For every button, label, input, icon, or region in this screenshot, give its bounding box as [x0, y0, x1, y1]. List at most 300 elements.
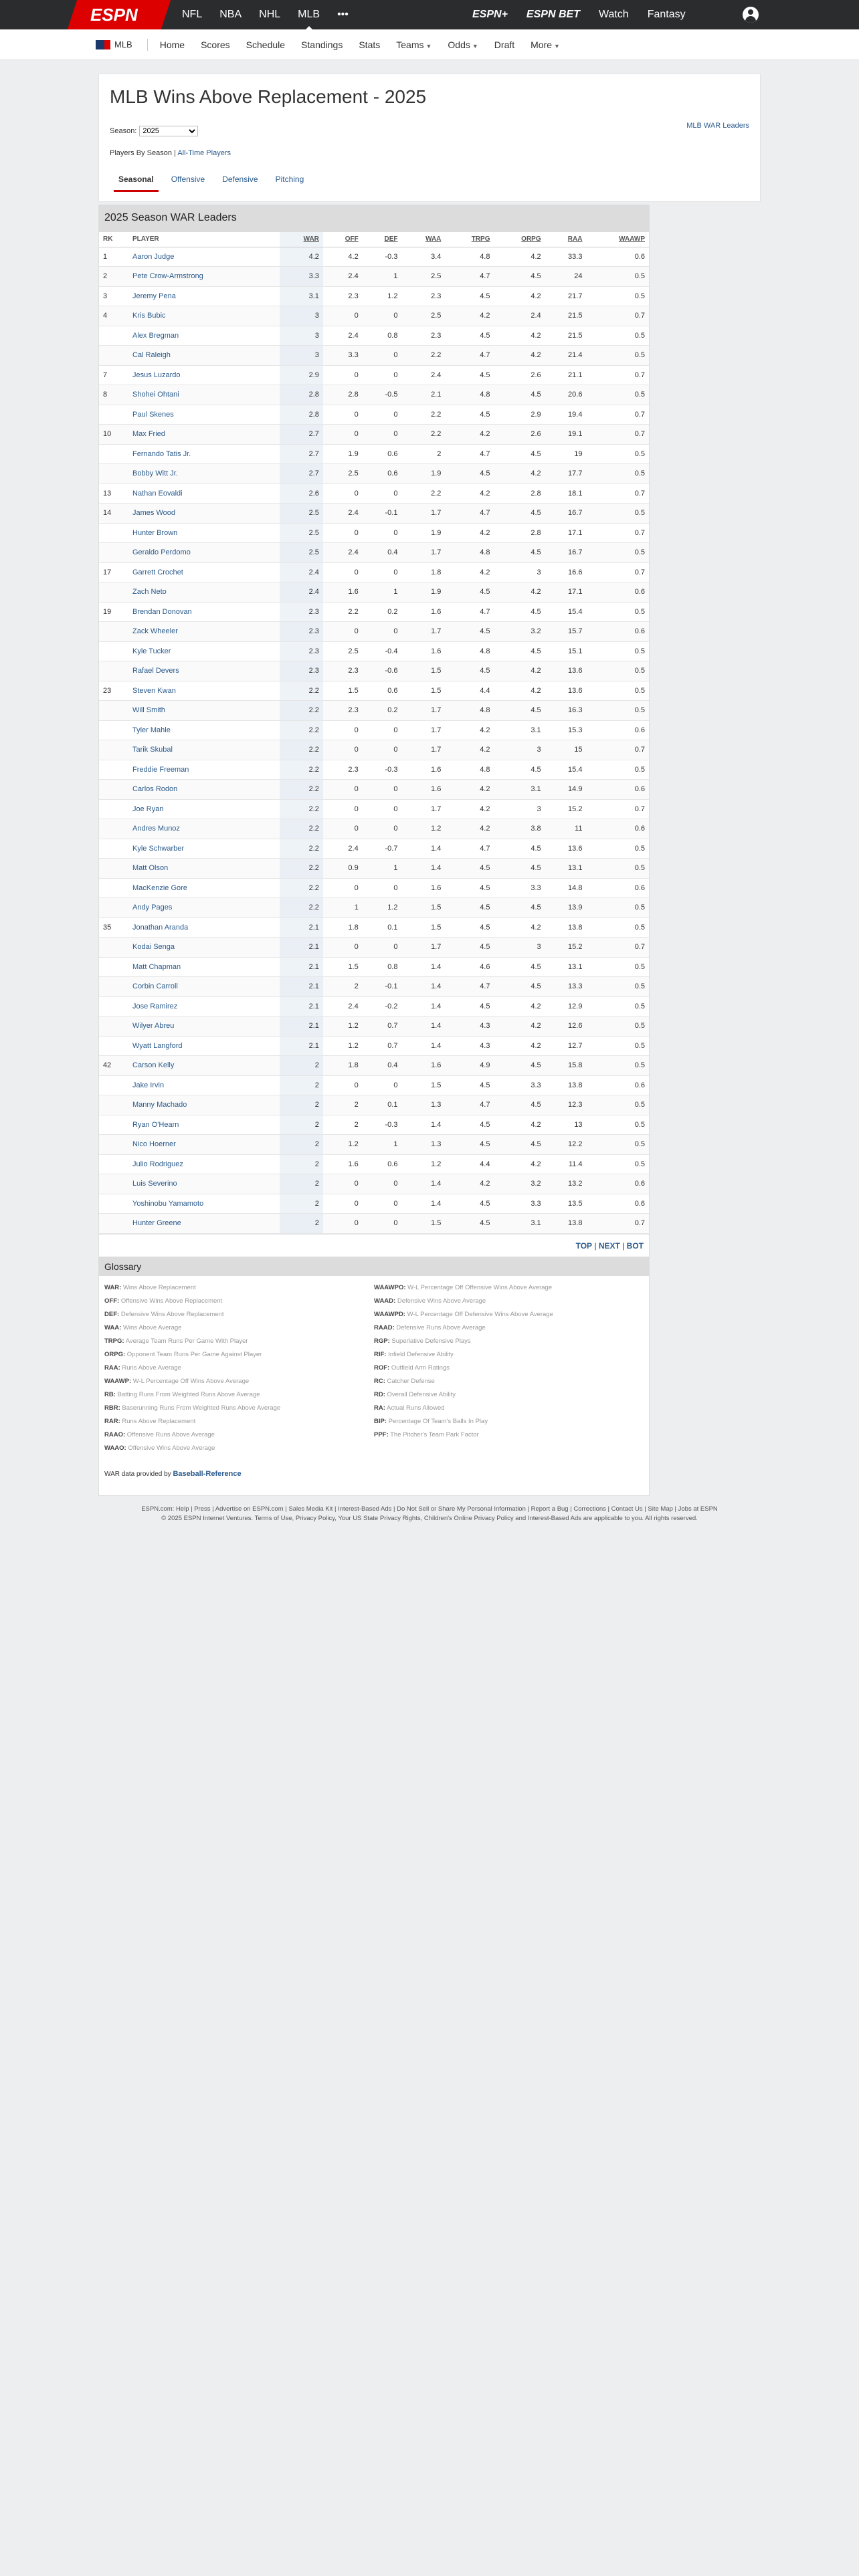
table-row	[99, 878, 649, 898]
cell-waa: 2.3	[401, 326, 445, 346]
col-trpg[interactable]: TRPG	[445, 232, 494, 247]
fantasy-link[interactable]: Fantasy	[647, 9, 686, 20]
cell-trpg: 4.5	[445, 938, 494, 958]
player-link[interactable]: Hunter Greene	[132, 1219, 181, 1228]
cell-waa: 1.6	[401, 1056, 445, 1076]
glossary-definition: Baserunning Runs From Weighted Runs Above Average	[122, 1404, 281, 1412]
cell-trpg: 4.7	[445, 267, 494, 287]
cell-off: 2.3	[323, 661, 363, 681]
col-raa[interactable]: RAA	[545, 232, 587, 247]
player-link[interactable]: Alex Bregman	[132, 331, 179, 340]
glossary-definition: Batting Runs From Weighted Runs Above Average	[117, 1390, 260, 1398]
nav-nhl[interactable]: NHL	[259, 9, 281, 20]
player-link[interactable]: Jesus Luzardo	[132, 370, 181, 379]
cell-raa: 11	[545, 819, 587, 839]
cell-waa: 2.4	[401, 365, 445, 385]
cell-waa: 1.4	[401, 1036, 445, 1056]
col-def[interactable]: DEF	[363, 232, 402, 247]
espn-plus-link[interactable]: ESPN+	[472, 9, 508, 20]
glossary-definition: Superlative Defensive Plays	[391, 1337, 471, 1345]
nav-nfl[interactable]: NFL	[182, 9, 203, 20]
cell-waawp: 0.7	[586, 365, 649, 385]
cell-raa: 15.2	[545, 799, 587, 819]
cell-def: 0.1	[363, 1095, 402, 1115]
cell-off: 0	[323, 425, 363, 445]
subnav-scores[interactable]: Scores	[201, 39, 230, 50]
cell-war: 2	[280, 1135, 323, 1155]
subnav-odds[interactable]: Odds ▼	[448, 39, 478, 50]
all-time-players-link[interactable]: All-Time Players	[177, 149, 231, 157]
table-row	[99, 1135, 649, 1155]
player-link[interactable]: Tyler Mahle	[132, 726, 171, 734]
cell-trpg: 4.8	[445, 247, 494, 267]
col-player: PLAYER	[128, 232, 280, 247]
glossary-abbr: RGP:	[374, 1337, 390, 1345]
player-link[interactable]: Joe Ryan	[132, 804, 164, 813]
espn-bet-link[interactable]: ESPN BET	[526, 9, 580, 20]
glossary-title: Glossary	[99, 1257, 649, 1276]
cell-waa: 2.3	[401, 286, 445, 306]
table-row	[99, 1194, 649, 1214]
footer-links[interactable]: ESPN.com: Help | Press | Advertise on ESPN.com | Sales Media Kit | Interest-Based Ads | Do Not Sell or Share My Personal Information | Report a Bug | Corrections | Contact Us | Site Map | Jobs at ESPN	[141, 1505, 718, 1513]
player-link[interactable]: Kyle Tucker	[132, 647, 171, 655]
cell-orpg: 3.8	[494, 819, 545, 839]
chevron-down-icon: ▼	[425, 42, 432, 49]
player-link[interactable]: Luis Severino	[132, 1180, 177, 1188]
player-link[interactable]: Nico Hoerner	[132, 1140, 176, 1149]
cell-def: -0.2	[363, 996, 402, 1016]
nav-nba[interactable]: NBA	[219, 9, 242, 20]
cell-off: 0	[323, 878, 363, 898]
glossary-abbr: TRPG:	[104, 1337, 124, 1345]
cell-waa: 1.9	[401, 582, 445, 603]
cell-war: 2.2	[280, 760, 323, 780]
cell-off: 1	[323, 898, 363, 918]
player-link[interactable]: Zach Neto	[132, 588, 167, 597]
cell-player	[128, 681, 280, 701]
glossary-entry	[374, 1281, 644, 1295]
cell-waawp: 0.7	[586, 1214, 649, 1234]
glossary-definition: Offensive Wins Above Average	[128, 1444, 215, 1452]
table-row	[99, 504, 649, 524]
glossary-entry	[104, 1415, 374, 1428]
cell-off: 1.5	[323, 681, 363, 701]
cell-player	[128, 602, 280, 622]
cell-def: -0.3	[363, 247, 402, 267]
cell-war: 2	[280, 1194, 323, 1214]
cell-def: 1	[363, 859, 402, 879]
table-row	[99, 1214, 649, 1234]
subnav-schedule[interactable]: Schedule	[246, 39, 286, 50]
league-subnav	[0, 29, 859, 60]
cell-waawp: 0.5	[586, 444, 649, 464]
cell-rk	[99, 760, 128, 780]
cell-def: 0	[363, 878, 402, 898]
player-link[interactable]: Fernando Tatis Jr.	[132, 449, 191, 458]
player-link[interactable]: Shohei Ohtani	[132, 391, 179, 399]
cell-waa: 1.5	[401, 918, 445, 938]
cell-player	[128, 878, 280, 898]
player-link[interactable]: Manny Machado	[132, 1101, 187, 1109]
cell-rk	[99, 1075, 128, 1095]
subnav-teams[interactable]: Teams ▼	[396, 39, 432, 50]
cell-orpg: 4.2	[494, 1154, 545, 1174]
player-link[interactable]: Jose Ramirez	[132, 1002, 178, 1010]
player-link[interactable]: Rafael Devers	[132, 667, 179, 675]
player-link[interactable]: Hunter Brown	[132, 528, 178, 537]
cell-waawp: 0.5	[586, 641, 649, 661]
season-select[interactable]	[139, 126, 198, 136]
glossary-definition: Offensive Wins Above Replacement	[120, 1297, 223, 1305]
cell-war: 2.8	[280, 405, 323, 425]
subnav-more[interactable]: More ▼	[531, 39, 560, 50]
player-link[interactable]: Aaron Judge	[132, 252, 175, 261]
cell-player	[128, 898, 280, 918]
subnav-standings[interactable]: Standings	[301, 39, 343, 50]
cell-waawp: 0.7	[586, 306, 649, 326]
cell-rk	[99, 1214, 128, 1234]
cell-rk	[99, 839, 128, 859]
cell-off: 2	[323, 1095, 363, 1115]
cell-def: 0	[363, 1075, 402, 1095]
cell-def: -0.4	[363, 641, 402, 661]
subnav-home[interactable]: Home	[159, 39, 185, 50]
player-link[interactable]: Ryan O'Hearn	[132, 1120, 179, 1129]
cell-trpg: 4.5	[445, 326, 494, 346]
cell-def: 0	[363, 799, 402, 819]
cell-waawp: 0.6	[586, 780, 649, 800]
cell-trpg: 4.7	[445, 504, 494, 524]
cell-war: 2.3	[280, 622, 323, 642]
player-link[interactable]: Kodai Senga	[132, 943, 175, 952]
cell-player	[128, 504, 280, 524]
cell-off: 0	[323, 780, 363, 800]
player-link[interactable]: Andres Munoz	[132, 825, 180, 833]
cell-rk	[99, 898, 128, 918]
cell-raa: 21.7	[545, 286, 587, 306]
cell-raa: 17.1	[545, 523, 587, 543]
cell-waa: 1.5	[401, 681, 445, 701]
cell-player	[128, 859, 280, 879]
cell-waawp: 0.6	[586, 1194, 649, 1214]
cell-player	[128, 839, 280, 859]
cell-rk	[99, 622, 128, 642]
player-link[interactable]: Jake Irvin	[132, 1081, 165, 1089]
glossary-definition: Wins Above Average	[122, 1323, 182, 1331]
players-by-season-label: Players By Season	[110, 149, 172, 157]
cell-def: 0	[363, 720, 402, 740]
glossary-abbr: RAAD:	[374, 1323, 395, 1331]
glossary-definition: Average Team Runs Per Game With Player	[125, 1337, 248, 1345]
glossary-definition: Runs Above Replacement	[122, 1417, 196, 1425]
baseball-reference-link[interactable]: Baseball-Reference	[173, 1469, 242, 1478]
col-waa[interactable]: WAA	[401, 232, 445, 247]
player-link[interactable]: Cal Raleigh	[132, 351, 171, 360]
cell-def: -0.7	[363, 839, 402, 859]
cell-trpg: 4.2	[445, 306, 494, 326]
cell-rk: 2	[99, 267, 128, 287]
table-row	[99, 444, 649, 464]
table-row	[99, 346, 649, 366]
player-link[interactable]: MacKenzie Gore	[132, 883, 187, 892]
cell-player	[128, 582, 280, 603]
cell-war: 2.2	[280, 720, 323, 740]
cell-off: 1.2	[323, 1036, 363, 1056]
cell-waawp: 0.7	[586, 425, 649, 445]
cell-trpg: 4.2	[445, 562, 494, 582]
player-link[interactable]: Carlos Rodon	[132, 785, 178, 794]
watch-link[interactable]: Watch	[598, 9, 629, 20]
top-navigation	[0, 0, 859, 29]
player-link[interactable]: Bobby Witt Jr.	[132, 469, 178, 478]
glossary-abbr: WAAWP:	[104, 1377, 132, 1385]
cell-waa: 2.5	[401, 306, 445, 326]
cell-rk	[99, 957, 128, 977]
col-waawp[interactable]: WAAWP	[586, 232, 649, 247]
cell-waawp: 0.5	[586, 661, 649, 681]
cell-player	[128, 661, 280, 681]
player-link[interactable]: Jonathan Aranda	[132, 923, 189, 932]
cell-def: 1.2	[363, 286, 402, 306]
glossary-entry	[104, 1442, 374, 1455]
player-link[interactable]: Andy Pages	[132, 903, 173, 912]
cell-raa: 13.1	[545, 957, 587, 977]
player-link[interactable]: Geraldo Perdomo	[132, 548, 191, 557]
cell-war: 2.2	[280, 819, 323, 839]
cell-off: 2.4	[323, 839, 363, 859]
cell-orpg: 4.2	[494, 996, 545, 1016]
table-row	[99, 622, 649, 642]
cell-def: 0.8	[363, 326, 402, 346]
player-link[interactable]: Freddie Freeman	[132, 765, 189, 774]
cell-waa: 1.4	[401, 957, 445, 977]
espn-logo[interactable]: ESPN	[90, 5, 138, 25]
table-row	[99, 760, 649, 780]
cell-orpg: 4.5	[494, 641, 545, 661]
cell-trpg: 4.5	[445, 622, 494, 642]
cell-raa: 17.7	[545, 464, 587, 484]
player-link[interactable]: Max Fried	[132, 430, 165, 439]
table-pager: TOP | NEXT | BOT	[99, 1234, 649, 1257]
cell-raa: 13.2	[545, 1174, 587, 1194]
table-row	[99, 1075, 649, 1095]
glossary-definition: Outfield Arm Ratings	[391, 1364, 450, 1372]
cell-raa: 19.1	[545, 425, 587, 445]
cell-trpg: 4.5	[445, 1194, 494, 1214]
league-name[interactable]: MLB	[114, 39, 132, 49]
cell-player	[128, 543, 280, 563]
tab-offensive[interactable]: Offensive	[171, 175, 205, 184]
cell-waa: 1.8	[401, 562, 445, 582]
user-avatar-icon[interactable]	[743, 7, 759, 23]
cell-orpg: 4.5	[494, 267, 545, 287]
glossary-entry	[104, 1428, 374, 1442]
cell-player	[128, 1194, 280, 1214]
cell-def: 0.6	[363, 444, 402, 464]
player-link[interactable]: Kris Bubic	[132, 312, 166, 320]
cell-waawp: 0.6	[586, 582, 649, 603]
cell-trpg: 4.2	[445, 720, 494, 740]
cell-trpg: 4.8	[445, 641, 494, 661]
player-link[interactable]: Garrett Crochet	[132, 568, 183, 576]
cell-player	[128, 1016, 280, 1037]
cell-player	[128, 484, 280, 504]
cell-raa: 19.4	[545, 405, 587, 425]
cell-rk	[99, 938, 128, 958]
cell-orpg: 4.5	[494, 760, 545, 780]
cell-orpg: 3	[494, 740, 545, 760]
cell-waawp: 0.7	[586, 562, 649, 582]
cell-rk: 7	[99, 365, 128, 385]
cell-orpg: 2.9	[494, 405, 545, 425]
player-link[interactable]: Carson Kelly	[132, 1061, 175, 1070]
cell-waawp: 0.5	[586, 977, 649, 997]
glossary-abbr: OFF:	[104, 1297, 120, 1305]
cell-war: 2.1	[280, 1036, 323, 1056]
pager-next-link[interactable]: NEXT	[598, 1241, 620, 1251]
player-link[interactable]: Pete Crow-Armstrong	[132, 272, 203, 281]
player-link[interactable]: Wilyer Abreu	[132, 1022, 175, 1031]
cell-off: 1.9	[323, 444, 363, 464]
tab-seasonal[interactable]: Seasonal	[110, 175, 163, 191]
cell-orpg: 4.5	[494, 898, 545, 918]
cell-war: 3	[280, 306, 323, 326]
player-link[interactable]: Nathan Eovaldi	[132, 489, 183, 498]
cell-def: -0.3	[363, 1115, 402, 1135]
glossary-definition: W-L Percentage Off Defensive Wins Above Average	[407, 1310, 553, 1318]
cell-orpg: 4.2	[494, 1036, 545, 1056]
tab-defensive[interactable]: Defensive	[222, 175, 258, 184]
player-link[interactable]: Wyatt Langford	[132, 1041, 183, 1050]
cell-raa: 17.1	[545, 582, 587, 603]
cell-waawp: 0.7	[586, 523, 649, 543]
cell-trpg: 4.2	[445, 740, 494, 760]
cell-rk	[99, 720, 128, 740]
cell-player	[128, 286, 280, 306]
subnav-stats[interactable]: Stats	[359, 39, 381, 50]
col-off[interactable]: OFF	[323, 232, 363, 247]
cell-waa: 1.7	[401, 543, 445, 563]
cell-waa: 1.4	[401, 1115, 445, 1135]
cell-off: 0	[323, 799, 363, 819]
tab-pitching[interactable]: Pitching	[275, 175, 304, 184]
cell-war: 4.2	[280, 247, 323, 267]
cell-waawp: 0.7	[586, 938, 649, 958]
glossary-entry	[374, 1295, 644, 1308]
cell-off: 1.6	[323, 1154, 363, 1174]
war-leaders-link[interactable]: MLB WAR Leaders	[686, 122, 749, 130]
cell-waawp: 0.5	[586, 760, 649, 780]
glossary-right-column	[374, 1281, 644, 1455]
cell-orpg: 4.5	[494, 977, 545, 997]
nav-mlb[interactable]: MLB	[298, 0, 320, 29]
player-link[interactable]: Tarik Skubal	[132, 746, 173, 754]
table-row	[99, 996, 649, 1016]
player-link[interactable]: Steven Kwan	[132, 686, 176, 695]
col-war[interactable]: WAR	[280, 232, 323, 247]
table-body	[99, 247, 649, 1233]
cell-rk	[99, 326, 128, 346]
cell-rk: 8	[99, 385, 128, 405]
cell-off: 0	[323, 740, 363, 760]
table-row	[99, 484, 649, 504]
player-link[interactable]: Will Smith	[132, 706, 165, 715]
cell-player	[128, 405, 280, 425]
data-credit	[99, 1455, 649, 1495]
table-row	[99, 365, 649, 385]
cell-rk	[99, 405, 128, 425]
cell-off: 2.4	[323, 543, 363, 563]
cell-rk	[99, 444, 128, 464]
table-row	[99, 562, 649, 582]
cell-trpg: 4.7	[445, 977, 494, 997]
cell-def: 0.1	[363, 918, 402, 938]
player-link[interactable]: Julio Rodriguez	[132, 1160, 183, 1168]
player-link[interactable]: Paul Skenes	[132, 410, 174, 419]
cell-orpg: 4.2	[494, 582, 545, 603]
player-link[interactable]: Corbin Carroll	[132, 982, 178, 991]
player-link[interactable]: James Wood	[132, 509, 175, 518]
cell-player	[128, 1174, 280, 1194]
more-sports-icon[interactable]: •••	[337, 9, 349, 20]
cell-off: 0	[323, 1075, 363, 1095]
cell-war: 2.1	[280, 977, 323, 997]
cell-waawp: 0.5	[586, 1056, 649, 1076]
player-link[interactable]: Kyle Schwarber	[132, 844, 185, 853]
cell-player	[128, 306, 280, 326]
cell-waa: 1.3	[401, 1135, 445, 1155]
col-orpg[interactable]: ORPG	[494, 232, 545, 247]
cell-raa: 13.8	[545, 1075, 587, 1095]
cell-raa: 21.5	[545, 306, 587, 326]
cell-waawp: 0.5	[586, 1115, 649, 1135]
cell-player	[128, 464, 280, 484]
pager-bot-link[interactable]: BOT	[626, 1241, 644, 1251]
cell-def: -0.6	[363, 661, 402, 681]
glossary-entry	[374, 1388, 644, 1402]
cell-trpg: 4.5	[445, 405, 494, 425]
pager-top-link[interactable]: TOP	[575, 1241, 593, 1251]
glossary-abbr: PPF:	[374, 1430, 389, 1438]
cell-rk	[99, 1135, 128, 1155]
war-leaders-table	[99, 232, 649, 1234]
player-link[interactable]: Zack Wheeler	[132, 627, 178, 636]
table-row	[99, 1036, 649, 1056]
cell-rk	[99, 582, 128, 603]
cell-orpg: 3	[494, 938, 545, 958]
player-link[interactable]: Matt Chapman	[132, 962, 181, 971]
player-link[interactable]: Matt Olson	[132, 864, 169, 873]
cell-waawp: 0.6	[586, 819, 649, 839]
stat-tabs	[110, 175, 312, 191]
cell-off: 0	[323, 365, 363, 385]
cell-orpg: 3.1	[494, 720, 545, 740]
cell-player	[128, 641, 280, 661]
player-link[interactable]: Yoshinobu Yamamoto	[132, 1199, 204, 1208]
glossary-definition: Runs Above Average	[122, 1364, 181, 1372]
cell-waa: 1.6	[401, 878, 445, 898]
cell-player	[128, 918, 280, 938]
cell-off: 4.2	[323, 247, 363, 267]
player-link[interactable]: Jeremy Pena	[132, 292, 176, 300]
subnav-draft[interactable]: Draft	[494, 39, 515, 50]
cell-rk	[99, 1036, 128, 1056]
table-row	[99, 602, 649, 622]
cell-orpg: 4.5	[494, 701, 545, 721]
cell-trpg: 4.6	[445, 957, 494, 977]
player-link[interactable]: Brendan Donovan	[132, 607, 192, 616]
cell-rk	[99, 543, 128, 563]
